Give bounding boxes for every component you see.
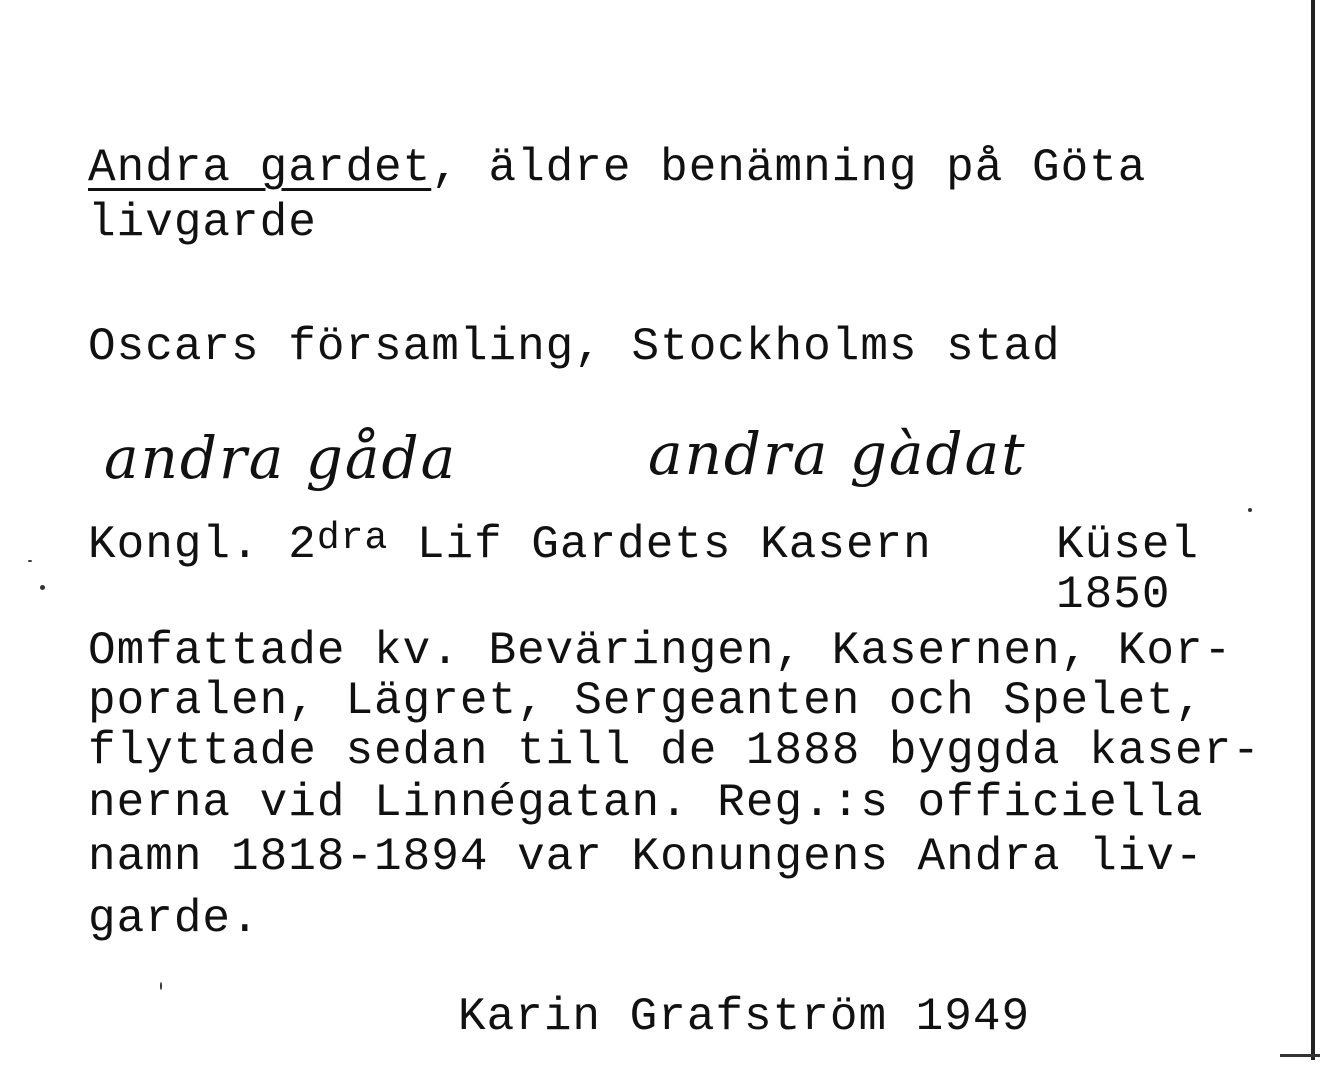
source-main: Kongl. 2 xyxy=(88,519,317,571)
ink-speck xyxy=(40,585,45,590)
ink-speck xyxy=(28,560,32,562)
body-line: flyttade sedan till de 1888 byggda kaser- xyxy=(88,725,1261,777)
ink-speck xyxy=(160,982,162,990)
source-superscript: dra xyxy=(316,517,389,560)
headword: Andra gardet xyxy=(88,142,432,194)
ink-speck xyxy=(1248,508,1252,512)
headline xyxy=(88,143,1146,193)
source-line xyxy=(88,517,932,571)
headline-continuation: livgarde xyxy=(88,197,317,249)
headline-rest: , äldre benämning på Göta xyxy=(431,142,1147,194)
card-edge-right xyxy=(1311,0,1315,1060)
body-line: nerna vid Linnégatan. Reg.:s officiella xyxy=(88,777,1204,829)
body-line: namn 1818-1894 var Konungens Andra liv- xyxy=(88,831,1204,883)
signature-line: Karin Grafström 1949 xyxy=(458,991,1031,1043)
source-rest: Lif Gardets Kasern xyxy=(388,519,932,571)
handwritten-pronunciation-2: andra gàdat xyxy=(648,420,1027,488)
body-line: poralen, Lägret, Sergeanten och Spelet, xyxy=(88,675,1204,727)
body-line: garde. xyxy=(88,893,260,945)
card-edge-bottom xyxy=(1280,1054,1320,1057)
parish-line: Oscars församling, Stockholms stad xyxy=(88,321,1061,373)
handwritten-pronunciation-1: andra gåda xyxy=(104,424,458,492)
body-line: Omfattade kv. Beväringen, Kasernen, Kor- xyxy=(88,625,1233,677)
source-year: 1850 xyxy=(1056,569,1171,621)
source-reference: Küsel xyxy=(1056,519,1200,571)
